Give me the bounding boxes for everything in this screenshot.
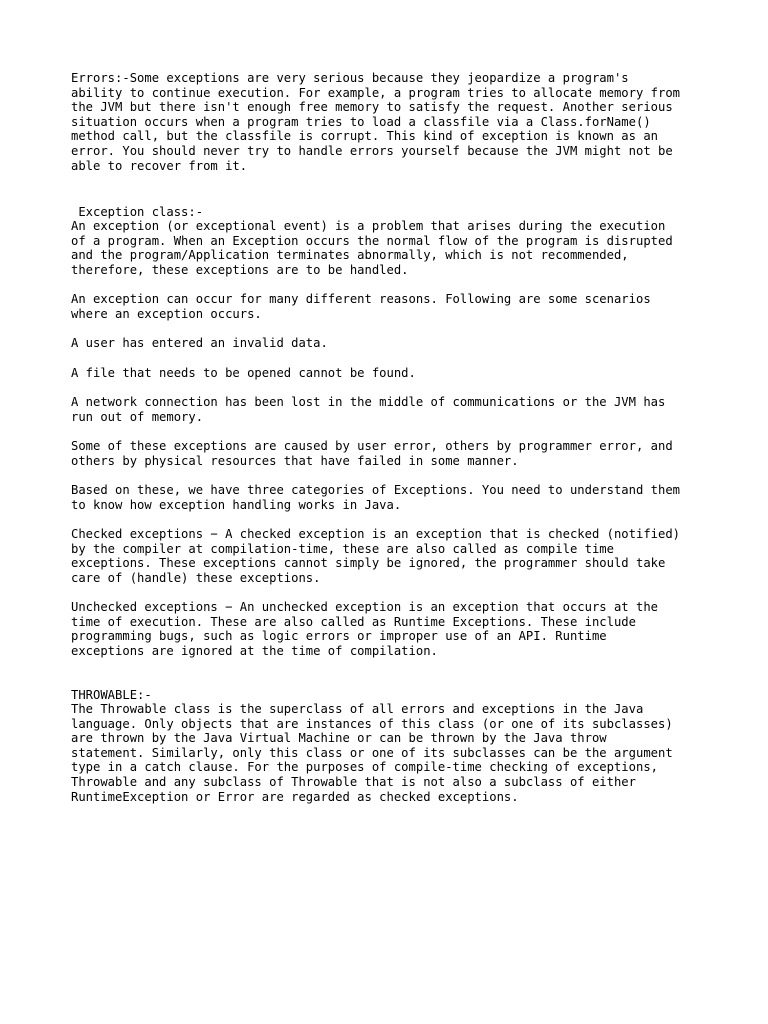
scenario-file-not-found: A file that needs to be opened cannot be found. <box>71 366 416 380</box>
errors-paragraph: Errors:-Some exceptions are very serious because they jeopardize a program's ability to continue execution. For example, a program tries to allocate memory from the JVM but there isn't enough free memory to satisfy the request. Another serious situation occurs when a program tries to load a classfile via a Class.forName() method call, but the classfile is corrupt. This kind of exception is known as an error. You should never try to handle errors yourself because the JVM might not be able to recover from it. <box>71 71 681 173</box>
throwable-heading: THROWABLE:- <box>71 688 152 702</box>
causes-paragraph: Some of these exceptions are caused by user error, others by programmer error, and others by physical resources that have failed in some manner. <box>71 439 673 468</box>
reasons-paragraph: An exception can occur for many different reasons. Following are some scenarios where an exception occurs. <box>71 292 651 321</box>
exception-class-paragraph: An exception (or exceptional event) is a problem that arises during the execution of a program. When an Exception occurs the normal flow of the program is disrupted and the program/Application terminates abnormally, which is not recommended, therefore, these exceptions are to be handled. <box>71 219 673 277</box>
unchecked-exceptions-paragraph: Unchecked exceptions − An unchecked exception is an exception that occurs at the time of execution. These are also called as Runtime Exceptions. These include programming bugs, such as logic errors or improper use of an API. Runtime exceptions are ignored at the time of compilation. <box>71 600 658 658</box>
scenario-network-memory: A network connection has been lost in the middle of communications or the JVM has run out of memory. <box>71 395 666 424</box>
checked-exceptions-paragraph: Checked exceptions − A checked exception is an exception that is checked (notified) by the compiler at compilation-time, these are also called as compile time exceptions. These exceptions cannot simply be ignored, the programmer should take care of (handle) these exceptions. <box>71 527 681 585</box>
scenario-invalid-data: A user has entered an invalid data. <box>71 336 328 350</box>
categories-paragraph: Based on these, we have three categories of Exceptions. You need to understand them to know how exception handling works in Java. <box>71 483 681 512</box>
exception-class-heading: Exception class:- <box>71 205 204 219</box>
throwable-paragraph: The Throwable class is the superclass of all errors and exceptions in the Java language. Only objects that are instances of this class (or one of its subclasses) are thrown by the Java Virtual Machine or can be thrown by the Java throw statement. Similarly, only this class or one of its subclasses can be the argument type in a catch clause. For the purposes of compile-time checking of exceptions, Throwable and any subclass of Throwable that is not also a subclass of either RuntimeException or Error are regarded as checked exceptions. <box>71 702 673 804</box>
